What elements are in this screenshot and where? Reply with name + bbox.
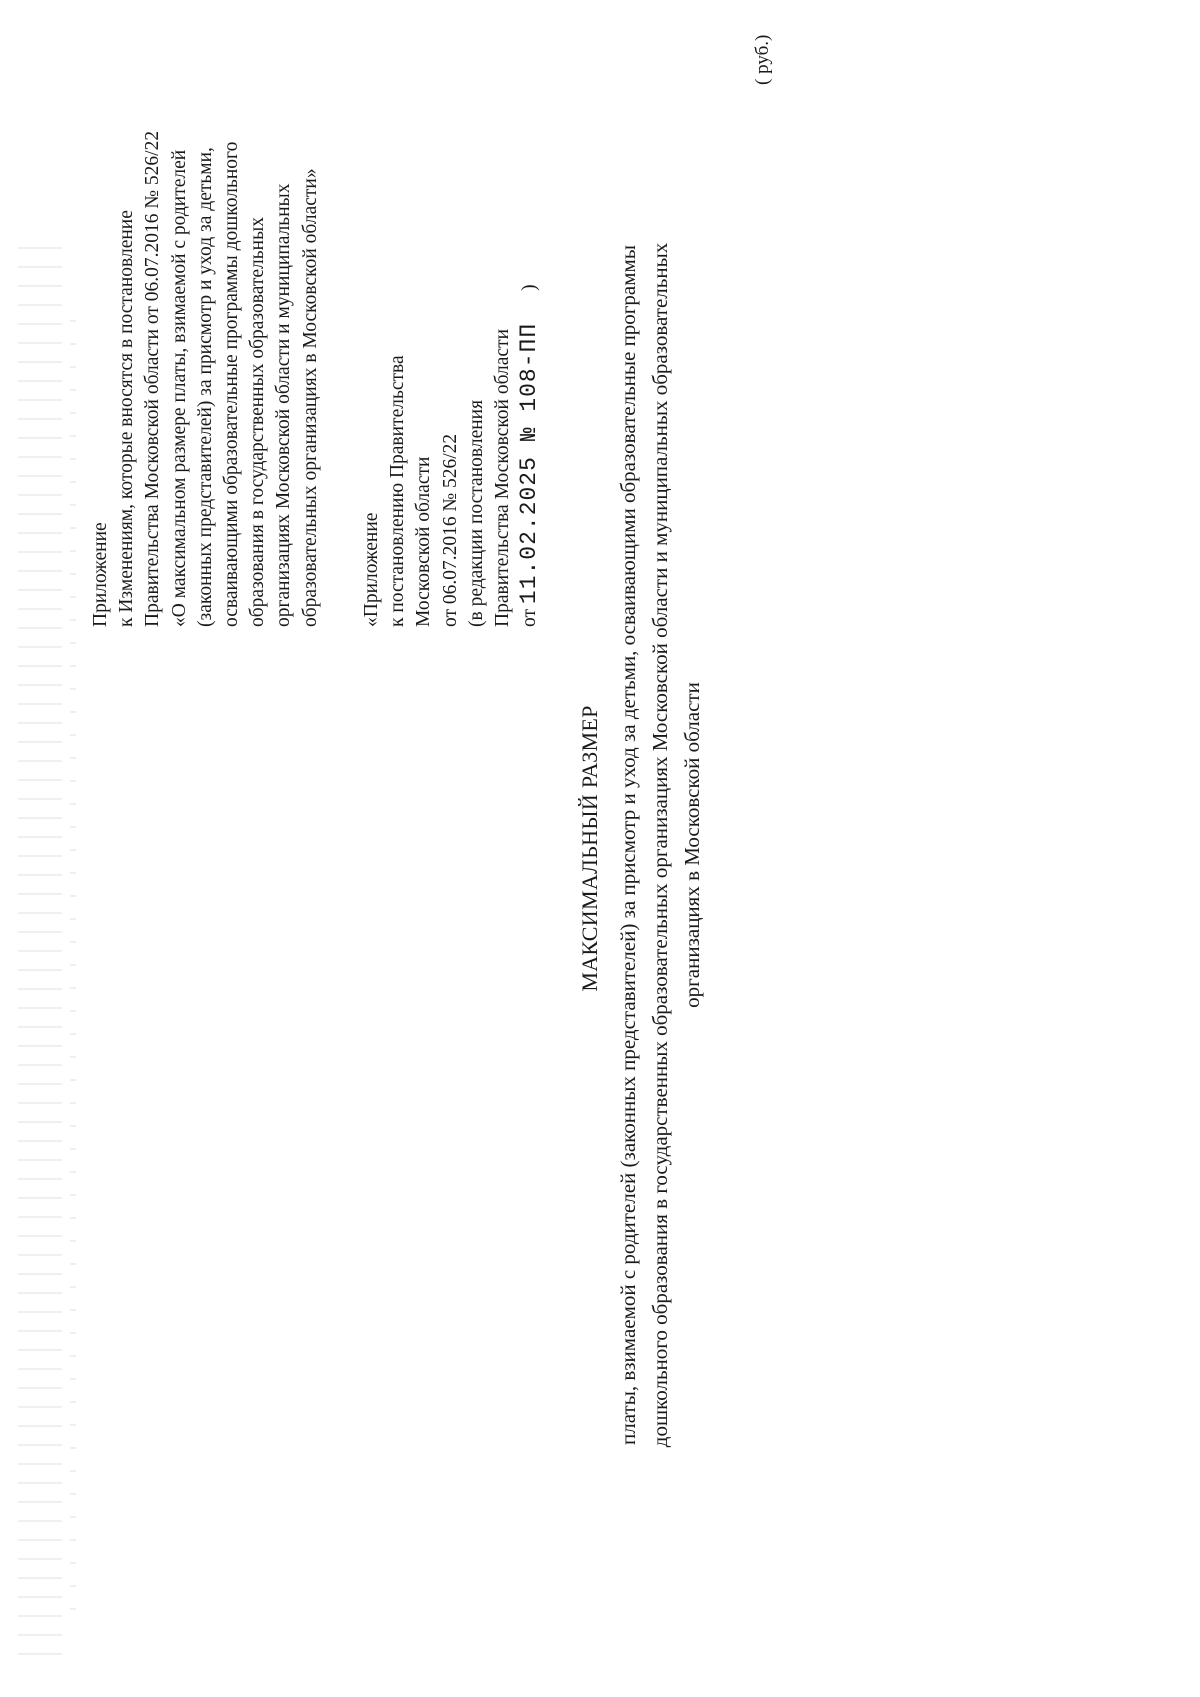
appendix-resolution-line: Правительства Московской области bbox=[492, 328, 514, 627]
subtitle-line: организациях в Московской области bbox=[680, 682, 704, 1008]
appendix-resolution-block bbox=[359, 284, 543, 627]
appendix-amendments-line: образования в государственных образовательных bbox=[247, 217, 269, 627]
appendix-amendments-block bbox=[88, 131, 324, 627]
close-paren: ) bbox=[519, 284, 541, 291]
appendix-amendments-line: Правительства Московской области от 06.07.2016 № 526/22 bbox=[142, 130, 164, 627]
date-prefix: от bbox=[519, 604, 541, 627]
appendix-amendments-line: образовательных организациях в Московской области» bbox=[299, 168, 321, 627]
resolution-date-number: 11.02.2025 № 108-ПП bbox=[516, 322, 543, 605]
appendix-resolution-line: (в редакции постановления bbox=[465, 399, 487, 627]
appendix-amendments-line: (законных представителей) за присмотр и уход за детьми, bbox=[194, 147, 216, 627]
currency-unit-label: ( руб.) bbox=[752, 34, 773, 85]
appendix-amendments-line: «О максимальном размере платы, взимаемой с родителей bbox=[168, 149, 190, 627]
subtitle-line: платы, взимаемой с родителей (законных представителей) за присмотр и уход за детьми, осваивающими образовательные программы bbox=[616, 245, 640, 1445]
document-subtitle bbox=[612, 65, 708, 1625]
appendix-resolution-line: Московской области bbox=[413, 456, 435, 627]
appendix-amendments-line: организациях Московской области и муниципальных bbox=[273, 183, 295, 627]
appendix-resolution-line: «Приложение bbox=[361, 512, 382, 627]
appendix-resolution-line: к постановлению Правительства bbox=[387, 355, 409, 627]
subtitle-line: дошкольного образования в государственных образовательных организациях Московской области и муниципальных образовательных bbox=[648, 242, 672, 1448]
appendix-amendments-line: Приложение bbox=[90, 522, 111, 627]
appendix-resolution-line: от 06.07.2016 № 526/22 bbox=[439, 433, 461, 627]
resolution-date-line bbox=[516, 284, 543, 627]
appendix-amendments-line: осваивающими образовательные программы дошкольного bbox=[221, 141, 243, 627]
appendix-amendments-line: к Изменениям, которые вносятся в постановление bbox=[116, 210, 138, 627]
document-heading: МАКСИМАЛЬНЫЙ РАЗМЕР bbox=[577, 705, 602, 992]
